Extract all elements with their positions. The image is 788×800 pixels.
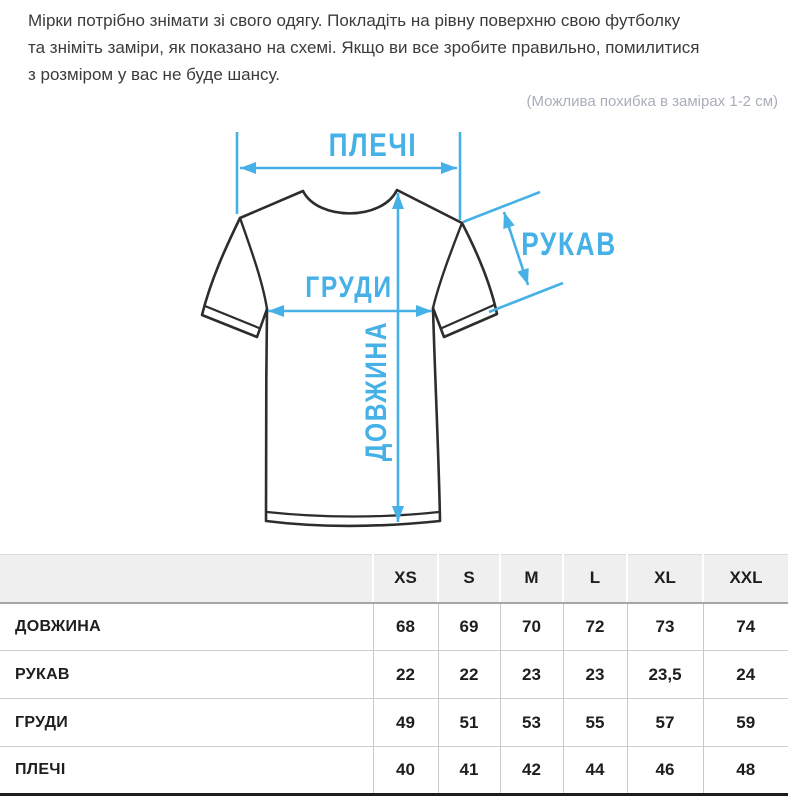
row-label: ПЛЕЧІ xyxy=(15,761,66,778)
size-table-corner-cell xyxy=(0,555,373,603)
size-value: 42 xyxy=(500,747,563,795)
size-value: 24 xyxy=(703,651,788,699)
size-value: 23 xyxy=(563,651,627,699)
size-value: 41 xyxy=(438,747,500,795)
table-row xyxy=(0,747,788,795)
size-column-header-xxl: XXL xyxy=(703,555,788,603)
size-value: 46 xyxy=(627,747,703,795)
row-label: ДОВЖИНА xyxy=(15,617,101,635)
length-label: ДОВЖИНА xyxy=(360,320,393,462)
size-value: 59 xyxy=(703,699,788,747)
size-value: 44 xyxy=(563,747,627,795)
size-value: 51 xyxy=(438,699,500,747)
size-column-header-s: S xyxy=(438,555,500,603)
size-table-body xyxy=(0,603,788,795)
shoulder-width-label: ПЛЕЧІ xyxy=(328,127,418,163)
table-row xyxy=(0,651,788,699)
size-value: 49 xyxy=(373,699,438,747)
size-table-section xyxy=(0,554,788,796)
instructions-line: з розміром у вас не буде шансу. xyxy=(28,65,281,84)
table-row xyxy=(0,603,788,651)
size-value: 57 xyxy=(627,699,703,747)
row-label: РУКАВ xyxy=(15,665,70,683)
size-value: 22 xyxy=(373,651,438,699)
chest-width-label: ГРУДИ xyxy=(305,271,393,304)
row-label: ГРУДИ xyxy=(15,713,69,731)
size-value: 53 xyxy=(500,699,563,747)
size-column-header-m: M xyxy=(500,555,563,603)
size-value: 22 xyxy=(438,651,500,699)
size-column-header-xl: XL xyxy=(627,555,703,603)
size-value: 23,5 xyxy=(627,651,703,699)
size-value: 69 xyxy=(438,603,500,651)
size-value: 73 xyxy=(627,603,703,651)
size-value: 68 xyxy=(373,603,438,651)
size-column-header-l: L xyxy=(563,555,627,603)
size-value: 74 xyxy=(703,603,788,651)
sleeve-length-label: РУКАВ xyxy=(521,226,617,262)
size-table-header-row xyxy=(0,555,788,603)
tshirt-outline xyxy=(202,190,497,526)
size-column-header-xs: XS xyxy=(373,555,438,603)
size-value: 23 xyxy=(500,651,563,699)
table-row xyxy=(0,699,788,747)
measurement-tolerance-note: (Можлива похибка в замірах 1-2 см) xyxy=(526,93,778,110)
size-value: 55 xyxy=(563,699,627,747)
size-value: 72 xyxy=(563,603,627,651)
instructions-line: Мірки потрібно знімати зі свого одягу. Покладіть на рівну поверхню свою футболку xyxy=(28,11,681,30)
sleeve-tick-upper xyxy=(463,192,540,222)
instructions-line: та зніміть заміри, як показано на схемі. Якщо ви все зробите правильно, помилитися xyxy=(28,38,700,57)
size-table xyxy=(0,554,788,796)
size-value: 70 xyxy=(500,603,563,651)
sleeve-tick-lower xyxy=(489,283,563,312)
size-value: 40 xyxy=(373,747,438,795)
size-value: 48 xyxy=(703,747,788,795)
